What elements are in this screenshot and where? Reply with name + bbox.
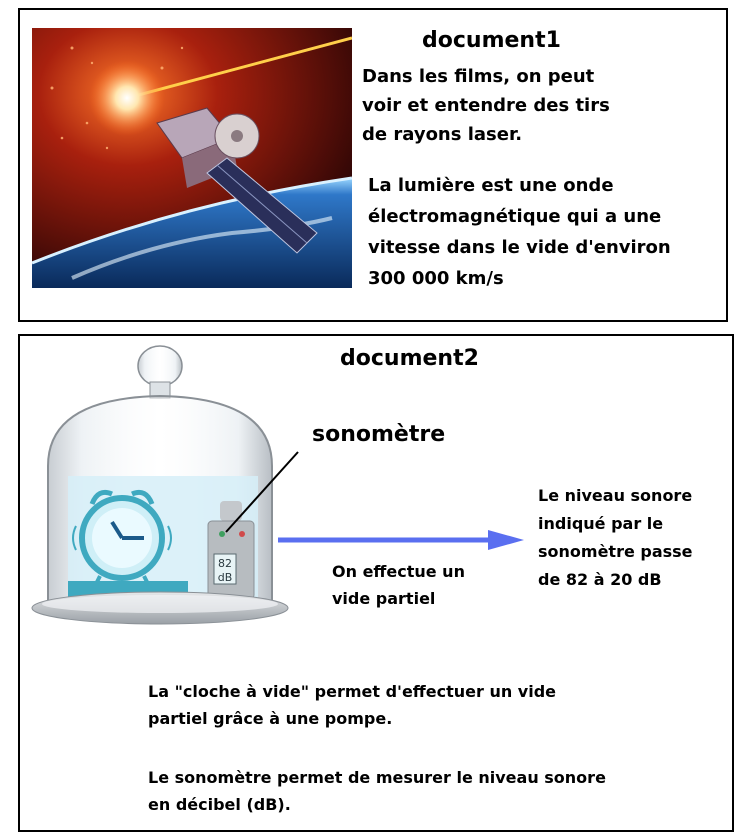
meter-value-text: 82 xyxy=(218,557,232,570)
sonometre-info xyxy=(148,764,718,818)
text-line: Dans les films, on peut xyxy=(362,66,595,87)
arrow-caption xyxy=(332,558,502,612)
document1-title: document1 xyxy=(422,28,561,53)
meter-unit-text: dB xyxy=(217,571,233,584)
text-line: voir et entendre des tirs xyxy=(362,95,610,116)
text-line: La lumière est une onde xyxy=(368,175,614,196)
text-line: partiel grâce à une pompe. xyxy=(148,709,393,728)
text-line: On effectue un xyxy=(332,562,465,581)
text-line: vide partiel xyxy=(332,589,436,608)
sonometre-label: sonomètre xyxy=(312,422,446,447)
text-line: vitesse dans le vide d'environ xyxy=(368,237,671,258)
text-line: électromagnétique qui a une xyxy=(368,206,662,227)
result-text xyxy=(538,482,728,594)
text-line: de 82 à 20 dB xyxy=(538,570,662,589)
text-line: La "cloche à vide" permet d'effectuer un vide xyxy=(148,682,557,701)
document2-title: document2 xyxy=(340,346,479,371)
text-line: sonomètre passe xyxy=(538,542,693,561)
text-line: Le sonomètre permet de mesurer le niveau sonore xyxy=(148,768,606,787)
satellite-laser-image xyxy=(32,28,352,288)
right-arrow-icon xyxy=(278,528,528,552)
bell-jar-illustration xyxy=(20,336,310,646)
text-line: indiqué par le xyxy=(538,514,664,533)
text-line: 300 000 km/s xyxy=(368,268,504,289)
text-line: de rayons laser. xyxy=(362,124,523,145)
text-line: en décibel (dB). xyxy=(148,795,291,814)
bell-jar-info xyxy=(148,678,708,732)
document1-paragraph1 xyxy=(362,62,722,149)
document2-panel xyxy=(18,334,734,832)
document1-paragraph2 xyxy=(368,170,723,294)
text-line: Le niveau sonore xyxy=(538,486,693,505)
document1-panel xyxy=(18,8,728,322)
